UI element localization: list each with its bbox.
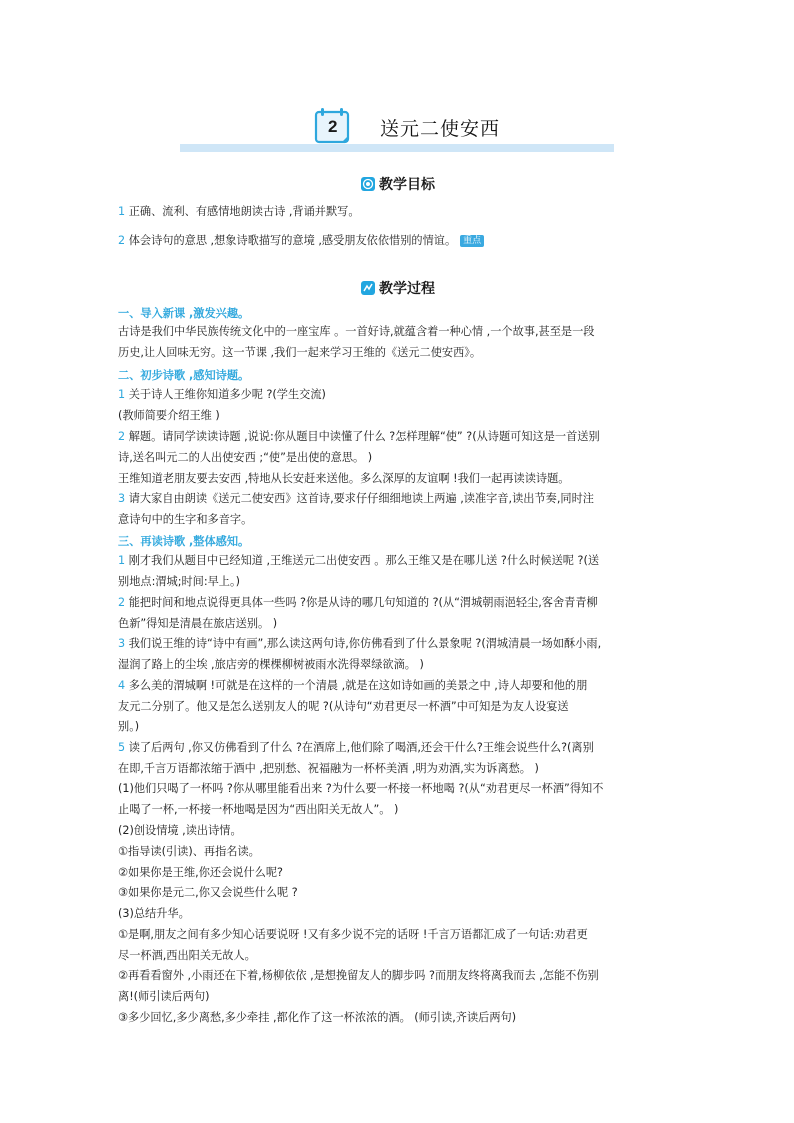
step-heading: 一、导入新课 ,激发兴趣。 [118,307,250,320]
paragraph-line: ①指导读(引读)、再指名读。 [118,845,260,858]
goal-item: 2 体会诗句的意思 ,想象诗歌描写的意境 ,感受朋友依依惜别的情谊。 重点 [118,234,484,248]
paragraph-line: 4 多么美的渭城啊 !可就是在这样的一个清晨 ,就是在这如诗如画的美景之中 ,诗人却要和他的朋 [118,679,588,692]
step-heading: 三、再读诗歌 ,整体感知。 [118,535,250,548]
goal-item: 1 正确、流利、有感情地朗读古诗 ,背诵并默写。 [118,205,360,218]
paragraph-line: (3)总结升华。 [118,907,190,920]
paragraph-line: (1)他们只喝了一杯吗 ?你从哪里能看出来 ?为什么要一杯接一杯地喝 ?(从“劝君更尽一杯酒”得知不 [118,782,604,795]
paragraph-line: 离!(师引读后两句) [118,990,210,1003]
paragraph-line: 2 解题。请同学读读诗题 ,说说:你从题目中读懂了什么 ?怎样理解“使” ?(从诗题可知这是一首送别 [118,430,600,443]
paragraph-line: 历史,让人回味无穷。这一节课 ,我们一起来学习王维的《送元二使安西》。 [118,346,482,359]
key-point-badge: 重点 [460,235,484,247]
paragraph-line: 色新”得知是清晨在旅店送别。 ) [118,617,278,630]
paragraph-line: 3 我们说王维的诗“诗中有画”,那么读这两句诗,你仿佛看到了什么景象呢 ?(渭城清晨一场如酥小雨, [118,637,602,650]
paragraph-line: 2 能把时间和地点说得更具体一些吗 ?你是从诗的哪几句知道的 ?(从“渭城朝雨浥轻尘,客舍青青柳 [118,596,598,609]
paragraph-line: 在即,千言万语都浓缩于酒中 ,把别愁、祝福融为一杯杯美酒 ,明为劝酒,实为诉离愁。 ) [118,762,539,775]
target-icon [361,177,375,191]
section-title-process: 教学过程 [118,278,678,298]
paragraph-line: 3 请大家自由朗读《送元二使安西》这首诗,要求仔仔细细地读上两遍 ,读准字音,读出节奏,同时注 [118,492,594,505]
paragraph-line: 意诗句中的生字和多音字。 [118,513,253,526]
paragraph-line: ②如果你是王维,你还会说什么呢? [118,866,283,879]
section-title-goals: 教学目标 [118,174,678,194]
paragraph-line: 5 读了后两句 ,你又仿佛看到了什么 ?在酒席上,他们除了喝酒,还会干什么?王维会说些什么?(离别 [118,741,594,754]
paragraph-line: ③如果你是元二,你又会说些什么呢 ? [118,886,298,899]
process-icon [361,281,375,295]
paragraph-line: ③多少回忆,多少离愁,多少牵挂 ,都化作了这一杯浓浓的酒。 (师引读,齐读后两句) [118,1011,517,1024]
paragraph-line: 止喝了一杯,一杯接一杯地喝是因为“西出阳关无故人”。 ) [118,803,399,816]
paragraph-line: 王维知道老朋友要去安西 ,特地从长安赶来送他。多么深厚的友谊啊 !我们一起再读读诗题。 [118,472,570,485]
lesson-header [180,104,614,152]
lesson-title: 送元二使安西 [380,118,501,140]
paragraph-line: (教师简要介绍王维 ) [118,409,220,422]
paragraph-line: ②再看看窗外 ,小雨还在下着,杨柳依依 ,是想挽留友人的脚步吗 ?而朋友终将离我而去 ,怎能不伤别 [118,969,599,982]
paragraph-line: ①是啊,朋友之间有多少知心话要说呀 !又有多少说不完的话呀 !千言万语都汇成了一句话:劝君更 [118,928,588,941]
paragraph-line: 别。) [118,720,140,733]
paragraph-line: 古诗是我们中华民族传统文化中的一座宝库 。一首好诗,就蕴含着一种心情 ,一个故事,甚至是一段 [118,325,595,338]
paragraph-line: 友元二分别了。他又是怎么送别友人的呢 ?(从诗句“劝君更尽一杯酒”中可知是为友人设宴送 [118,700,569,713]
paragraph-line: 湿润了路上的尘埃 ,旅店旁的棵棵柳树被雨水洗得翠绿欲滴。 ) [118,658,424,671]
paragraph-line: 1 关于诗人王维你知道多少呢 ?(学生交流) [118,388,326,401]
paragraph-line: (2)创设情境 ,读出诗情。 [118,824,242,837]
paragraph-line: 别地点:渭城;时间:早上。) [118,575,240,588]
paragraph-line: 诗,送名叫元二的人出使安西 ;“使”是出使的意思。 ) [118,451,373,464]
lesson-number: 2 [328,117,338,136]
paragraph-line: 1 刚才我们从题目中已经知道 ,王维送元二出使安西 。那么王维又是在哪儿送 ?什么时候送呢 ?(送 [118,554,600,567]
header-underline [180,144,614,152]
paragraph-line: 尽一杯酒,西出阳关无故人。 [118,949,256,962]
step-heading: 二、初步诗歌 ,感知诗题。 [118,369,250,382]
